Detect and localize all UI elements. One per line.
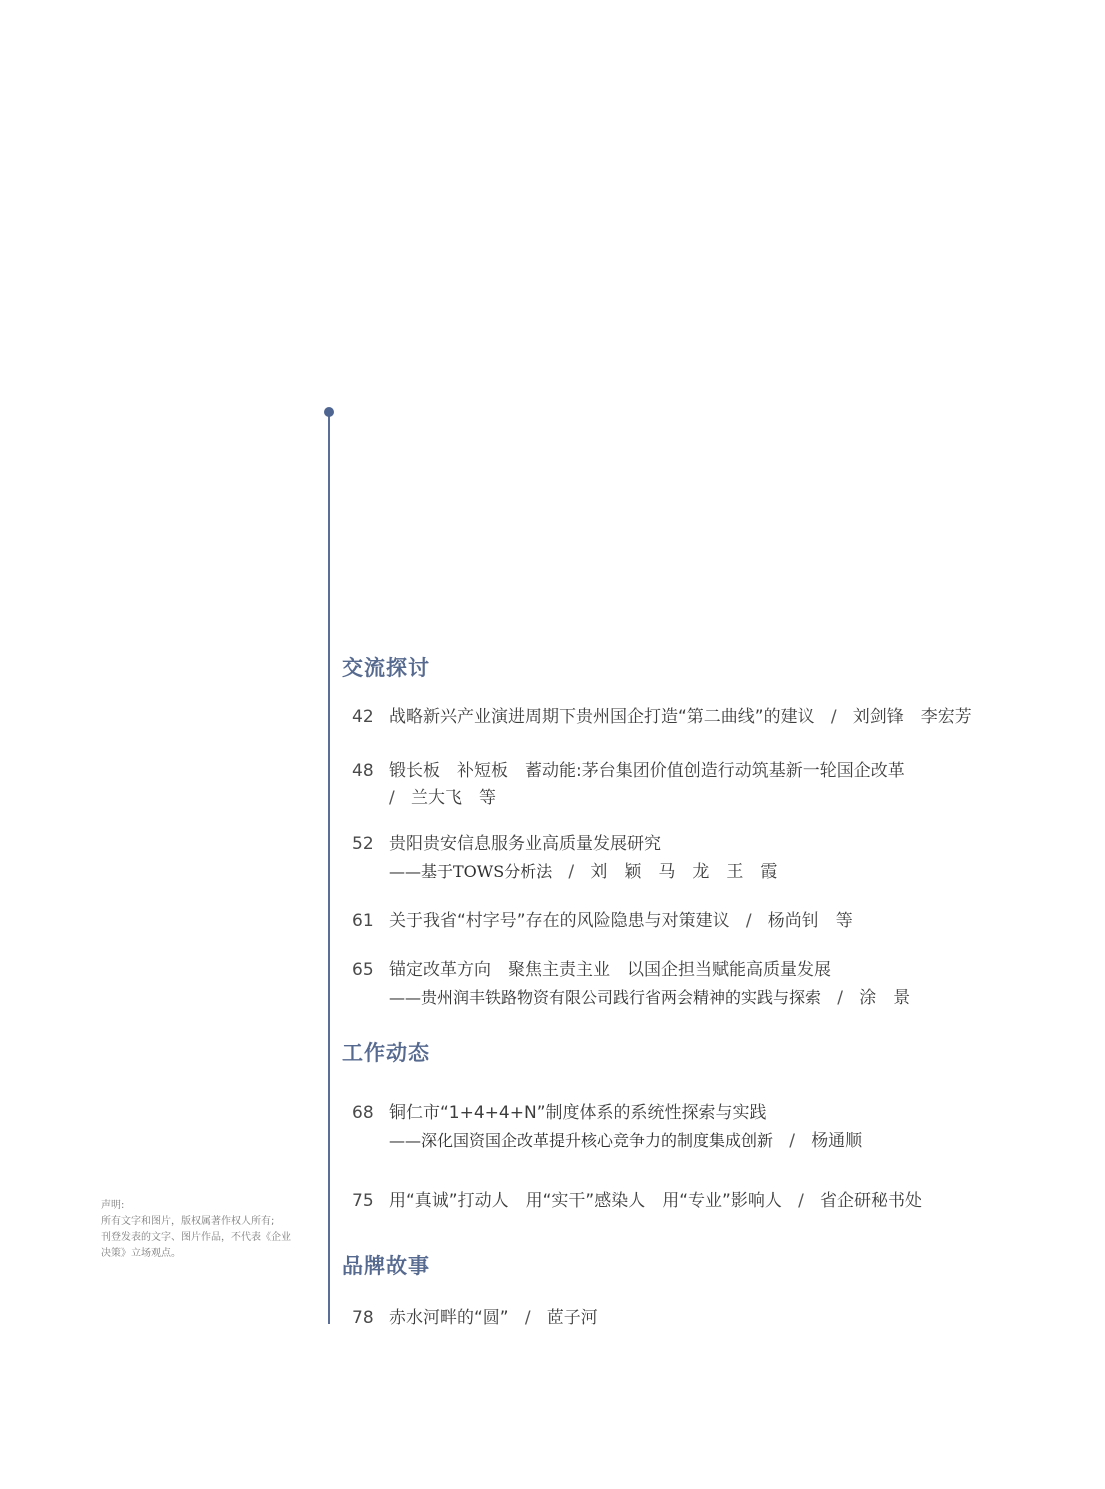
author-separator: / (830, 707, 837, 727)
page-number: 68 (352, 1103, 374, 1123)
article-author: 杨尚钊 等 (767, 911, 853, 931)
article-title: 关于我省“村字号”存在的风险隐患与对策建议 (389, 911, 730, 931)
article-author: 兰大飞 等 (410, 788, 496, 808)
author-separator: / (568, 862, 575, 882)
notice-line: 所有文字和图片，版权属著作权人所有; (101, 1216, 275, 1227)
section-title-exchange: 交流探讨 (342, 656, 430, 680)
toc-entry[interactable] (352, 831, 777, 886)
subtitle-line (352, 1127, 862, 1155)
timeline-line (328, 412, 330, 1324)
article-subtitle: ——基于TOWS分析法 (389, 862, 553, 881)
toc-entry[interactable] (352, 1100, 862, 1155)
section-title-work-news: 工作动态 (342, 1041, 430, 1065)
article-author: 刘 颖 马 龙 王 霞 (590, 862, 778, 882)
notice-heading: 声明: (101, 1200, 125, 1211)
notice-line: 决策》立场观点。 (101, 1248, 181, 1259)
article-author: 刘剑锋 李宏芳 (852, 707, 972, 727)
toc-entry[interactable] (352, 758, 905, 812)
article-author: 杨通顺 (811, 1131, 863, 1151)
article-author: 茝子河 (546, 1308, 598, 1328)
toc-entry[interactable] (352, 704, 972, 731)
article-subtitle: ——贵州润丰铁路物资有限公司践行省两会精神的实践与探索 (389, 988, 822, 1007)
article-author: 省企研秘书处 (820, 1191, 923, 1211)
article-title: 用“真诚”打动人 用“实干”感染人 用“专业”影响人 (389, 1191, 782, 1211)
page-number: 78 (352, 1308, 374, 1328)
article-title: 锻长板 补短板 蓄动能:茅台集团价值创造行动筑基新一轮国企改革 (389, 761, 905, 781)
subtitle-line (352, 858, 777, 886)
author-separator: / (745, 911, 752, 931)
article-title: 铜仁市“1+4+4+N”制度体系的系统性探索与实践 (389, 1103, 767, 1123)
page-number: 61 (352, 911, 374, 931)
toc-entry[interactable] (352, 957, 910, 1012)
copyright-notice (101, 1198, 321, 1262)
page-number: 48 (352, 761, 374, 781)
article-subtitle: ——深化国资国企改革提升核心竞争力的制度集成创新 (389, 1131, 774, 1150)
section-title-brand-story: 品牌故事 (342, 1254, 430, 1278)
author-line (352, 785, 905, 812)
author-separator: / (837, 988, 843, 1008)
timeline-dot (324, 407, 334, 417)
toc-entry[interactable] (352, 908, 853, 935)
author-separator: / (524, 1308, 531, 1328)
author-separator: / (789, 1131, 795, 1151)
article-title: 赤水河畔的“圆” (389, 1308, 509, 1328)
page-number: 65 (352, 960, 374, 980)
notice-line: 刊登发表的文字、图片作品，不代表《企业 (101, 1232, 291, 1243)
subtitle-line (352, 984, 910, 1012)
author-separator: / (798, 1191, 804, 1211)
article-title: 锚定改革方向 聚焦主责主业 以国企担当赋能高质量发展 (389, 960, 831, 980)
article-title: 战略新兴产业演进周期下贵州国企打造“第二曲线”的建议 (389, 707, 815, 727)
article-title: 贵阳贵安信息服务业高质量发展研究 (389, 834, 661, 854)
toc-entry[interactable] (352, 1188, 922, 1215)
toc-entry[interactable] (352, 1305, 598, 1332)
article-author: 涂 景 (859, 988, 911, 1008)
author-separator: / (389, 788, 395, 808)
page-number: 42 (352, 707, 374, 727)
page-number: 75 (352, 1191, 374, 1211)
page-number: 52 (352, 834, 374, 854)
